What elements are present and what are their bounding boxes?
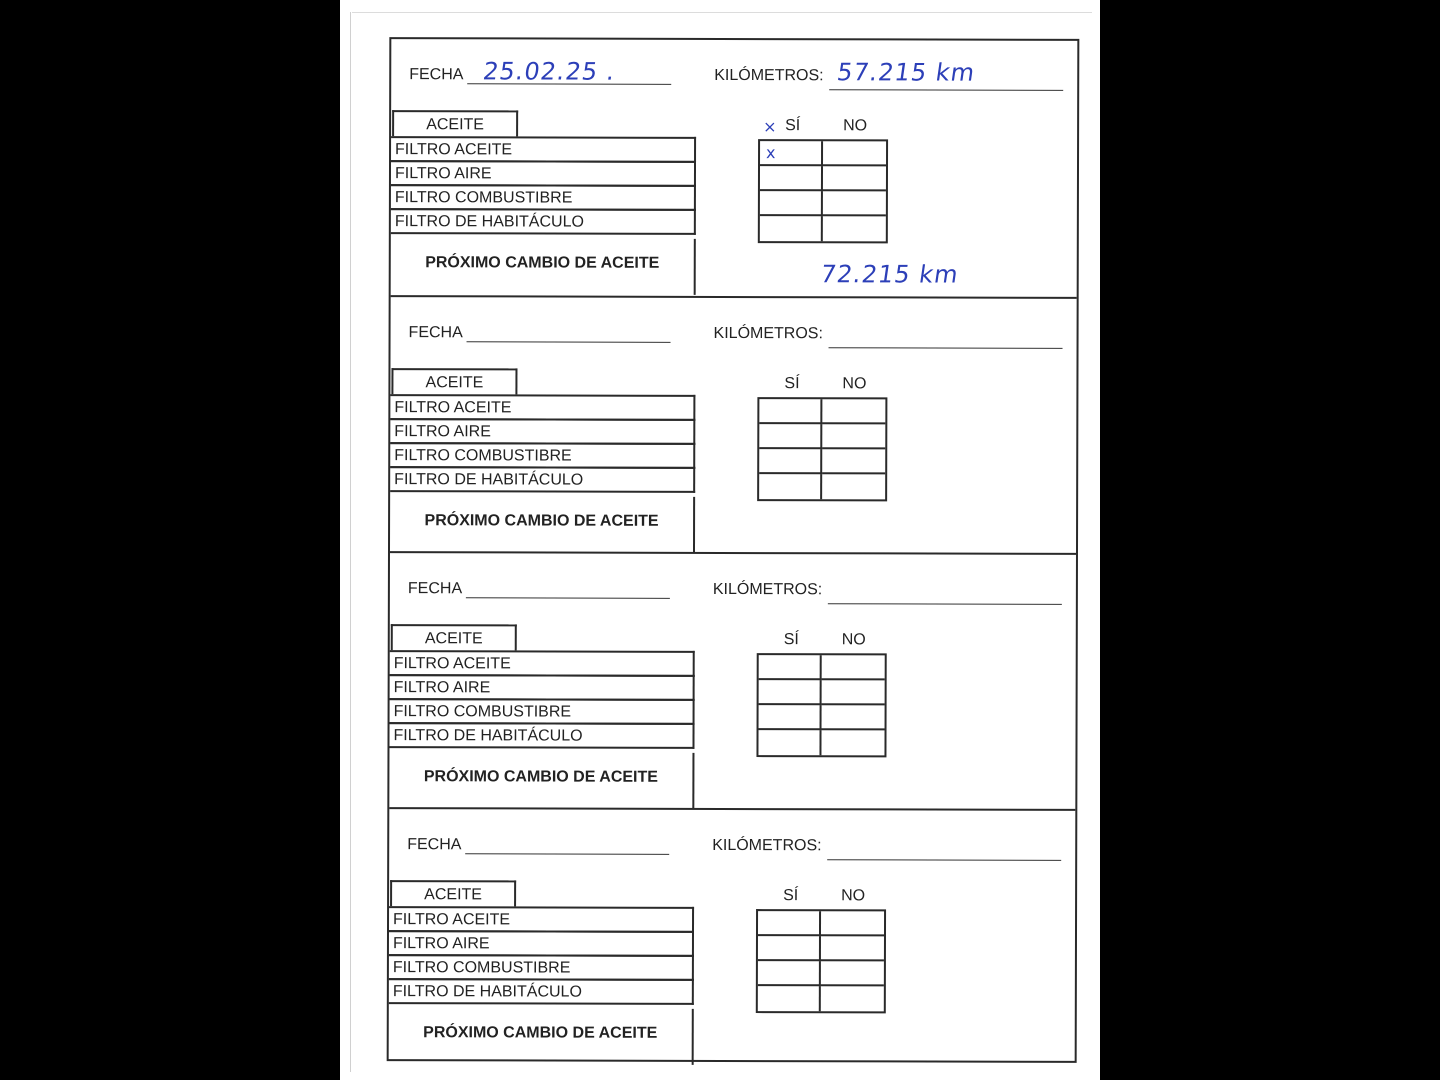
checkbox-no-filtro-aceite[interactable]	[821, 911, 884, 936]
header-x-mark: ×	[763, 117, 777, 137]
checkbox-no-filtro-habitaculo[interactable]	[822, 474, 885, 499]
checkbox-si-filtro-habitaculo[interactable]	[760, 216, 823, 241]
si-header: SÍ	[783, 631, 799, 649]
fecha-label: FECHA	[409, 66, 464, 84]
form-frame	[387, 37, 1080, 1063]
no-header: NO	[842, 375, 867, 393]
checkbox-no-filtro-habitaculo[interactable]	[821, 730, 884, 755]
item-list	[389, 650, 694, 749]
no-header: NO	[841, 887, 866, 905]
fecha-label: FECHA	[407, 580, 463, 598]
item-list	[389, 906, 694, 1005]
checkbox-no-filtro-combustible[interactable]	[823, 191, 886, 216]
item-filtro-combustible: FILTRO COMBUSTIBRE	[390, 442, 695, 469]
item-filtro-habitaculo: FILTRO DE HABITÁCULO	[391, 208, 696, 235]
entry-section-3	[389, 551, 1076, 810]
kilometros-line	[827, 859, 1061, 861]
aceite-tab: ACEITE	[391, 624, 517, 650]
entry-section-1	[391, 39, 1078, 296]
fecha-label: FECHA	[407, 836, 462, 854]
checkbox-si-filtro-aceite[interactable]	[758, 911, 821, 936]
item-filtro-aceite: FILTRO ACEITE	[389, 906, 694, 933]
checkbox-no-filtro-combustible[interactable]	[821, 961, 884, 986]
item-filtro-combustible: FILTRO COMBUSTIBRE	[389, 954, 694, 981]
aceite-tab: ACEITE	[392, 110, 518, 136]
kilometros-label: KILÓMETROS:	[712, 836, 822, 855]
proximo-cambio-label: PRÓXIMO CAMBIO DE ACEITE	[391, 238, 696, 295]
checkbox-no-filtro-combustible[interactable]	[822, 449, 885, 474]
checkbox-no-filtro-habitaculo[interactable]	[823, 216, 886, 241]
kilometros-label: KILÓMETROS:	[712, 580, 823, 599]
aceite-tab: ACEITE	[391, 368, 517, 394]
checkbox-no-filtro-aire[interactable]	[822, 680, 885, 705]
item-filtro-aceite: FILTRO ACEITE	[391, 136, 696, 163]
checkbox-no-filtro-aceite[interactable]	[823, 141, 886, 166]
item-filtro-aire: FILTRO AIRE	[389, 930, 694, 957]
scanned-page	[340, 0, 1100, 1080]
checkbox-no-filtro-aceite[interactable]	[822, 655, 885, 680]
checkbox-si-filtro-combustible[interactable]	[758, 961, 821, 986]
checkbox-si-filtro-aceite[interactable]	[759, 655, 822, 680]
si-no-grid	[756, 909, 886, 1013]
checkbox-no-filtro-aire[interactable]	[823, 166, 886, 191]
item-filtro-aire: FILTRO AIRE	[390, 674, 695, 701]
checkbox-si-filtro-habitaculo[interactable]	[758, 730, 821, 755]
checkbox-si-filtro-combustible[interactable]	[760, 191, 823, 216]
item-filtro-combustible: FILTRO COMBUSTIBRE	[391, 184, 696, 211]
proximo-cambio-value[interactable]: 72.215 km	[818, 260, 961, 289]
item-filtro-aire: FILTRO AIRE	[390, 418, 695, 445]
kilometros-line	[829, 89, 1063, 91]
fecha-line	[467, 341, 671, 343]
checkbox-si-filtro-aire[interactable]	[759, 680, 822, 705]
checkbox-si-filtro-combustible[interactable]	[759, 705, 822, 730]
checkbox-si-filtro-habitaculo[interactable]	[759, 474, 822, 499]
si-header: SÍ	[784, 375, 800, 393]
item-filtro-combustible: FILTRO COMBUSTIBRE	[390, 698, 695, 725]
proximo-cambio-label: PRÓXIMO CAMBIO DE ACEITE	[389, 752, 694, 809]
item-list	[390, 394, 695, 493]
no-header: NO	[843, 117, 868, 135]
checkbox-si-filtro-aire[interactable]	[760, 166, 823, 191]
checkbox-no-filtro-combustible[interactable]	[822, 705, 885, 730]
fecha-label: FECHA	[408, 324, 463, 342]
checkbox-si-filtro-combustible[interactable]	[759, 449, 822, 474]
checkbox-si-filtro-aceite[interactable]	[759, 399, 822, 424]
item-list	[391, 136, 696, 235]
item-filtro-habitaculo: FILTRO DE HABITÁCULO	[390, 466, 695, 493]
item-filtro-aire: FILTRO AIRE	[391, 160, 696, 187]
kilometros-line	[828, 603, 1062, 605]
si-header: SÍ	[785, 117, 801, 135]
checkbox-no-filtro-habitaculo[interactable]	[821, 986, 884, 1011]
fecha-line	[466, 597, 670, 599]
fecha-value[interactable]: 25.02.25 .	[481, 57, 618, 86]
entry-section-4	[389, 807, 1076, 1066]
checkbox-no-filtro-aire[interactable]	[821, 936, 884, 961]
fecha-line	[465, 853, 669, 855]
aceite-tab: ACEITE	[390, 880, 516, 906]
x-mark: x	[766, 143, 776, 163]
kilometros-line	[829, 347, 1063, 349]
checkbox-no-filtro-aire[interactable]	[822, 424, 885, 449]
no-header: NO	[841, 631, 866, 649]
checkbox-si-filtro-aire[interactable]	[758, 936, 821, 961]
item-filtro-habitaculo: FILTRO DE HABITÁCULO	[389, 978, 694, 1005]
entry-section-2	[390, 295, 1077, 554]
checkbox-si-filtro-habitaculo[interactable]	[758, 986, 821, 1011]
checkbox-si-filtro-aire[interactable]	[759, 424, 822, 449]
kilometros-label: KILÓMETROS:	[713, 324, 823, 343]
kilometros-value[interactable]: 57.215 km	[835, 58, 978, 87]
kilometros-label: KILÓMETROS:	[714, 66, 824, 85]
item-filtro-habitaculo: FILTRO DE HABITÁCULO	[389, 722, 694, 749]
si-no-grid	[758, 139, 888, 243]
item-filtro-aceite: FILTRO ACEITE	[390, 650, 695, 677]
si-no-grid	[756, 653, 886, 757]
si-header: SÍ	[783, 887, 799, 905]
item-filtro-aceite: FILTRO ACEITE	[390, 394, 695, 421]
checkbox-si-filtro-aceite[interactable]	[760, 141, 823, 166]
si-no-grid	[757, 397, 887, 501]
checkbox-no-filtro-aceite[interactable]	[822, 399, 885, 424]
proximo-cambio-label: PRÓXIMO CAMBIO DE ACEITE	[389, 1008, 694, 1065]
proximo-cambio-label: PRÓXIMO CAMBIO DE ACEITE	[390, 496, 695, 553]
